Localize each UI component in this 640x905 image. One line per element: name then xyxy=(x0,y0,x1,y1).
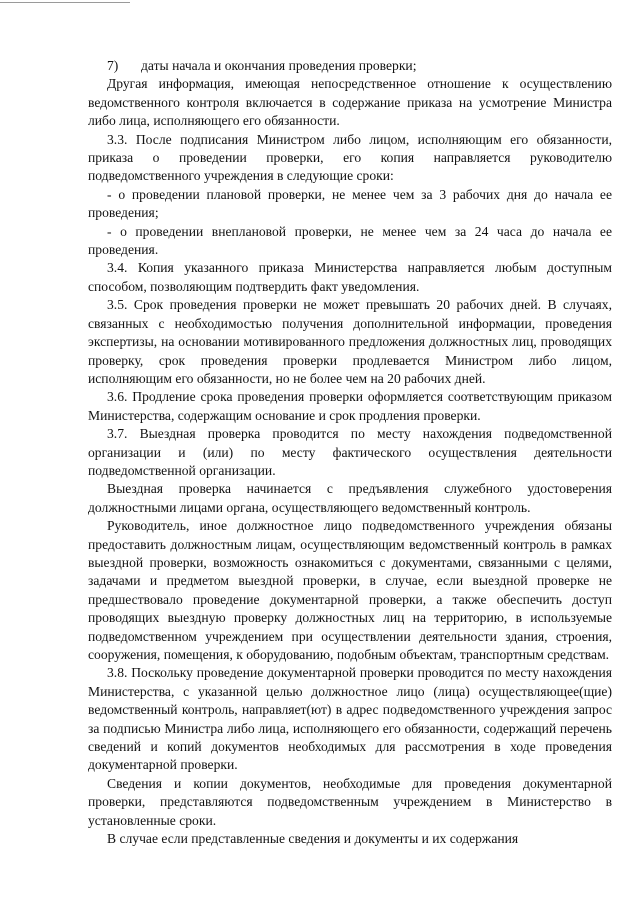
paragraph: Сведения и копии документов, необходимые для проведения документарной проверки, представляются подведомственным учреждением в Министерство в установленные сроки. xyxy=(88,775,612,828)
paragraph-3-5: 3.5. Срок проведения проверки не может превышать 20 рабочих дней. В случаях, связанных с необходимостью получения дополнительной информации, проведения экспертизы, на основании мотивированного предложения должностных лиц, проводящих проверку, срок проведения проверки продлевается Министром либо лицом, исполняющим его обязанности, но не более чем на 20 рабочих дней. xyxy=(88,297,612,386)
paragraph: Другая информация, имеющая непосредственное отношение к осуществлению ведомственного контроля включается в содержание приказа на усмотрение Министра либо лица, исполняющего его обязанности. xyxy=(88,76,612,129)
dash-item: - о проведении плановой проверки, не менее чем за 3 рабочих дня до начала ее проведения; xyxy=(88,186,612,221)
paragraph-3-6: 3.6. Продление срока проведения проверки оформляется соответствующим приказом Министерства, содержащим основание и срок продления проверки. xyxy=(88,389,612,423)
paragraph: Руководитель, иное должностное лицо подведомственного учреждения обязаны предоставить должностным лицам, осуществляющим ведомственный контроль в рамках выездной проверки, возможность ознакомиться с документами, связанными с целями, задачами и предметом выездной проверки, в случае, если выездной проверке не предшествовало проведение документарной проверки, а также обеспечить доступ проводящих выездную проверку должностных лиц на территорию, в используемые подведомственном учреждением при осуществлении деятельности здания, строения, сооружения, помещения, к оборудованию, подобным объектам, транспортным средствам. xyxy=(88,518,612,662)
list-item-text: даты начала и окончания проведения проверки; xyxy=(141,58,417,73)
paragraph-3-3: 3.3. После подписания Министром либо лицом, исполняющим его обязанности, приказа о проведении проверки, его копия направляется руководителю подведомственного учреждения в следующие сроки: xyxy=(88,131,612,184)
paragraph-3-8: 3.8. Поскольку проведение документарной проверки проводится по месту нахождения Министерства, с указанной целью должностное лицо (лица) осуществляющее(щие) ведомственный контроль, направляет(ют) в адрес подведомственного учреждения запрос за подписью Министра либо лица, исполняющего его обязанности, содержащий перечень сведений и копий документов необходимых для рассмотрения в ходе проведения документарной проверки. xyxy=(88,665,612,773)
list-item-7 xyxy=(88,57,612,75)
paragraph: В случае если представленные сведения и документы и их содержания xyxy=(107,831,519,847)
paragraph-3-4: 3.4. Копия указанного приказа Министерства направляется любым доступным способом, позволяющим подтвердить факт уведомления. xyxy=(88,260,612,294)
paragraph-3-7: 3.7. Выездная проверка проводится по месту нахождения подведомственной организации и (или) по месту фактического осуществления деятельности подведомственной организации. xyxy=(88,426,612,478)
document-body xyxy=(88,57,612,848)
paragraph: Выездная проверка начинается с предъявления служебного удостоверения должностными лицами органа, осуществляющего ведомственный контроль. xyxy=(88,481,612,515)
dash-item: - о проведении внеплановой проверки, не менее чем за 24 часа до начала ее проведения. xyxy=(88,223,612,258)
header-rule xyxy=(0,2,130,3)
list-item-number: 7) xyxy=(107,58,119,73)
